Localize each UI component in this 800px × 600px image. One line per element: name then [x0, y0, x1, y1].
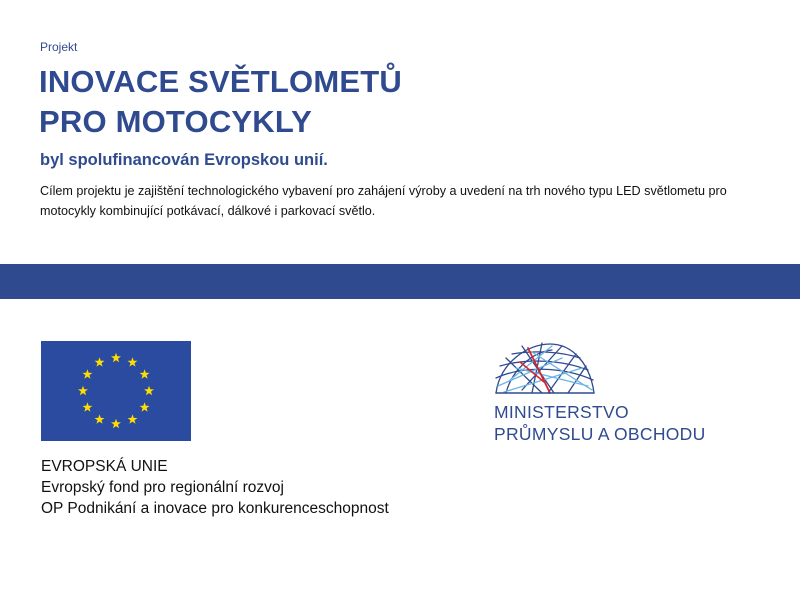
ministry-line-2: PRŮMYSLU A OBCHODU — [494, 424, 706, 444]
ministry-name — [494, 401, 706, 445]
title-line-2: PRO MOTOCYKLY — [39, 104, 313, 139]
title-line-1: INOVACE SVĚTLOMETŮ — [39, 64, 402, 99]
globe-mesh-icon — [492, 338, 597, 396]
project-title — [39, 62, 402, 142]
eu-funding-text — [41, 456, 389, 519]
eu-name: EVROPSKÁ UNIE — [41, 458, 168, 475]
eu-fund-name: Evropský fond pro regionální rozvoj — [41, 479, 284, 496]
blue-divider-band — [0, 264, 800, 299]
eu-programme-name: OP Podnikání a inovace pro konkurenceschopnost — [41, 500, 389, 517]
cofinance-subtitle: byl spolufinancován Evropskou unií. — [40, 151, 328, 169]
project-label: Projekt — [40, 40, 78, 54]
project-description: Cílem projektu je zajištění technologického vybavení pro zahájení výroby a uvedení na trh nového typu LED světlometu pro motocykly kombinující potkávací, dálkové i parkovací světlo. — [40, 184, 727, 218]
ministry-line-1: MINISTERSTVO — [494, 402, 629, 422]
eu-flag-icon — [41, 341, 191, 441]
